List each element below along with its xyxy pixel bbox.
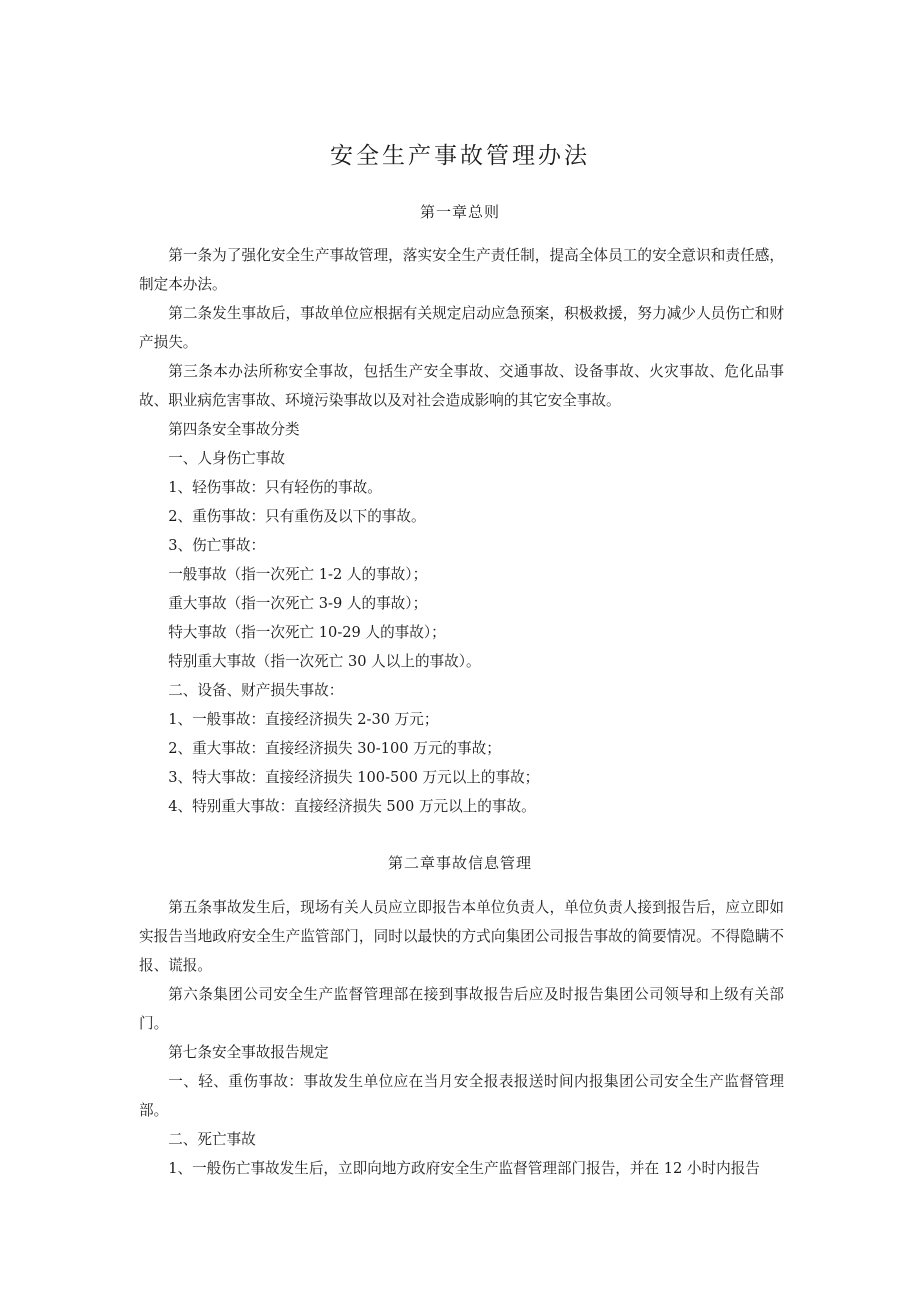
paragraph: 一、人身伤亡事故: [168, 450, 285, 467]
paragraph: 二、设备、财产损失事故：: [168, 682, 344, 699]
paragraph: 3、特大事故：直接经济损失 100-500 万元以上的事故；: [168, 769, 540, 786]
paragraph: 重大事故（指一次死亡 3-9 人的事故）；: [168, 595, 428, 612]
paragraph: 一般事故（指一次死亡 1-2 人的事故）；: [168, 566, 428, 583]
paragraph: 第一条为了强化安全生产事故管理，落实安全生产责任制，提高全体员工的安全意识和责任感，制定本办法。: [139, 247, 784, 293]
paragraph: 特别重大事故（指一次死亡 30 人以上的事故）。: [168, 653, 481, 670]
paragraph: 第七条安全事故报告规定: [168, 1044, 329, 1061]
paragraph: 第四条安全事故分类: [168, 421, 300, 438]
chapter-1-body: [139, 241, 784, 821]
chapter-2-body: [139, 893, 784, 1183]
paragraph: 二、死亡事故: [168, 1131, 256, 1148]
paragraph: 特大事故（指一次死亡 10-29 人的事故）；: [168, 624, 446, 641]
paragraph: 第三条本办法所称安全事故，包括生产安全事故、交通事故、设备事故、火灾事故、危化品事故、职业病危害事故、环境污染事故以及对社会造成影响的其它安全事故。: [139, 363, 784, 409]
paragraph: 第五条事故发生后，现场有关人员应立即报告本单位负责人，单位负责人接到报告后，应立即如实报告当地政府安全生产监管部门，同时以最快的方式向集团公司报告事故的简要情况。不得隐瞒不报、谎报。: [139, 899, 784, 974]
paragraph: 第二条发生事故后，事故单位应根据有关规定启动应急预案，积极救援，努力减少人员伤亡和财产损失。: [139, 305, 784, 351]
paragraph: 第六条集团公司安全生产监督管理部在接到事故报告后应及时报告集团公司领导和上级有关部门。: [139, 986, 784, 1032]
chapter-1-heading: 第一章总则: [419, 203, 500, 221]
paragraph: 1、一般事故：直接经济损失 2-30 万元；: [168, 711, 439, 728]
paragraph: 一、轻、重伤事故：事故发生单位应在当月安全报表报送时间内报集团公司安全生产监督管理部。: [139, 1073, 784, 1119]
paragraph: 2、重伤事故：只有重伤及以下的事故。: [168, 508, 426, 525]
paragraph: 4、特别重大事故：直接经济损失 500 万元以上的事故。: [168, 798, 536, 815]
document-title: 安全生产事故管理办法: [330, 143, 590, 169]
chapter-2-heading: 第二章事故信息管理: [387, 854, 532, 872]
paragraph: 1、一般伤亡事故发生后，立即向地方政府安全生产监督管理部门报告，并在 12 小时内报告: [168, 1160, 760, 1177]
paragraph: 3、伤亡事故：: [168, 537, 266, 554]
paragraph: 2、重大事故：直接经济损失 30-100 万元的事故；: [168, 740, 501, 757]
paragraph: 1、轻伤事故：只有轻伤的事故。: [168, 479, 382, 496]
